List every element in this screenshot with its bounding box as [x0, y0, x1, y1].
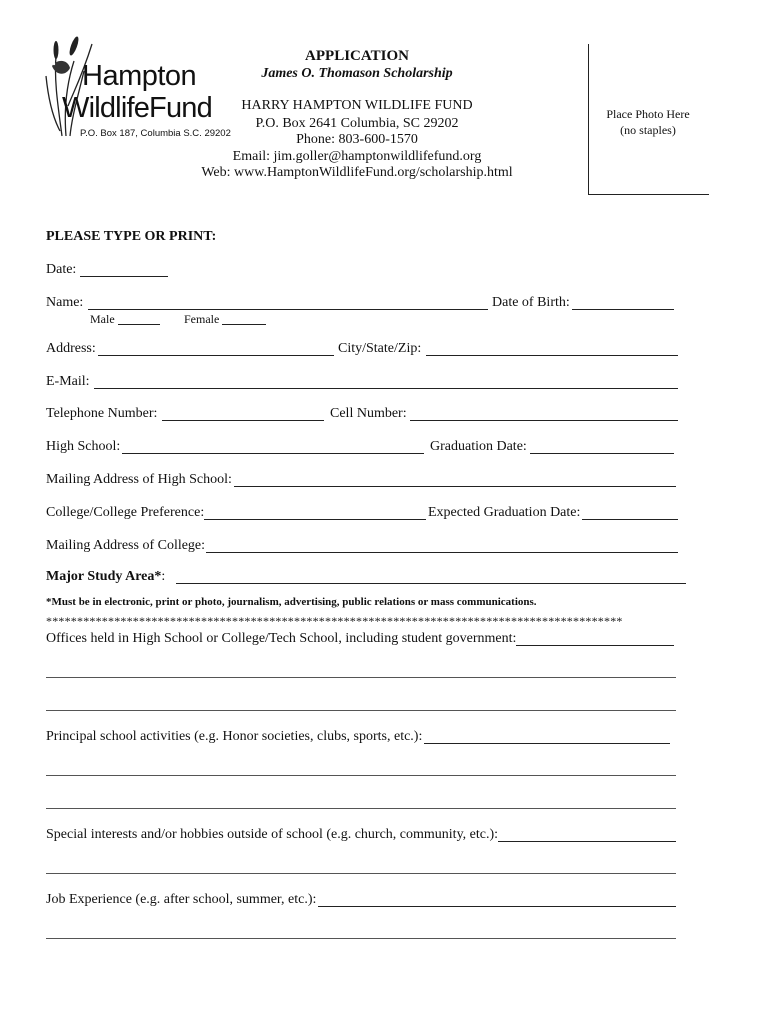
interests-label: Special interests and/or hobbies outside of school (e.g. church, community, etc.):	[46, 827, 499, 842]
cell-field[interactable]	[410, 420, 678, 421]
college-mailing-field[interactable]	[206, 552, 678, 553]
exp-grad-field[interactable]	[582, 519, 678, 520]
major-label-text: Major Study Area*	[46, 569, 162, 584]
telephone-label: Telephone Number:	[46, 406, 158, 421]
major-field[interactable]	[176, 583, 686, 584]
name-label: Name:	[46, 295, 84, 310]
date-field[interactable]	[80, 276, 168, 277]
address-label: Address:	[46, 341, 96, 356]
logo-address: P.O. Box 187, Columbia S.C. 29202	[80, 128, 231, 139]
major-colon: :	[161, 569, 166, 584]
photo-note: (no staples)	[620, 123, 676, 137]
name-field[interactable]	[88, 309, 488, 310]
page-title: APPLICATION	[305, 48, 409, 64]
male-label: Male	[90, 312, 115, 326]
activities-line-3[interactable]	[46, 808, 676, 809]
dob-field[interactable]	[572, 309, 674, 310]
college-pref-label: College/College Preference:	[46, 505, 205, 520]
activities-label: Principal school activities (e.g. Honor societies, clubs, sports, etc.):	[46, 729, 423, 744]
high-school-label: High School:	[46, 439, 121, 454]
college-mailing-label: Mailing Address of College:	[46, 538, 206, 553]
offices-line-3[interactable]	[46, 710, 676, 711]
exp-grad-label: Expected Graduation Date:	[428, 505, 581, 520]
logo-title-line2: WildlifeFund	[62, 92, 212, 124]
email-label: E-Mail:	[46, 374, 90, 389]
telephone-field[interactable]	[162, 420, 324, 421]
jobs-line-2[interactable]	[46, 938, 676, 939]
org-address: P.O. Box 2641 Columbia, SC 29202	[255, 116, 459, 131]
city-label: City/State/Zip:	[338, 341, 422, 356]
interests-field[interactable]	[498, 841, 676, 842]
female-label: Female	[184, 312, 220, 326]
grad-date-field[interactable]	[530, 453, 674, 454]
address-field[interactable]	[98, 355, 334, 356]
city-field[interactable]	[426, 355, 678, 356]
photo-label: Place Photo Here	[606, 107, 690, 121]
activities-field[interactable]	[424, 743, 670, 744]
org-web: Web: www.HamptonWildlifeFund.org/scholarship.html	[201, 165, 513, 180]
college-pref-field[interactable]	[204, 519, 426, 520]
jobs-label: Job Experience (e.g. after school, summer, etc.):	[46, 892, 317, 907]
hs-mailing-label: Mailing Address of High School:	[46, 472, 232, 487]
email-field[interactable]	[94, 388, 678, 389]
offices-line-2[interactable]	[46, 677, 676, 678]
major-note: *Must be in electronic, print or photo, journalism, advertising, public relations or mass communications.	[46, 596, 537, 608]
grad-date-label: Graduation Date:	[430, 439, 527, 454]
high-school-field[interactable]	[122, 453, 424, 454]
activities-line-2[interactable]	[46, 775, 676, 776]
org-email: Email: jim.goller@hamptonwildlifefund.org	[232, 149, 482, 164]
date-label: Date:	[46, 262, 77, 277]
dob-label: Date of Birth:	[492, 295, 570, 310]
photo-instructions	[588, 106, 708, 138]
cell-label: Cell Number:	[330, 406, 407, 421]
scholarship-name: James O. Thomason Scholarship	[261, 66, 453, 81]
female-field[interactable]	[222, 324, 266, 325]
logo-title-line1: Hampton	[82, 60, 197, 92]
interests-line-2[interactable]	[46, 873, 676, 874]
offices-label: Offices held in High School or College/Tech School, including student government:	[46, 631, 517, 646]
jobs-field[interactable]	[318, 906, 676, 907]
org-name: HARRY HAMPTON WILDLIFE FUND	[241, 98, 473, 113]
male-field[interactable]	[118, 324, 160, 325]
org-phone: Phone: 803-600-1570	[296, 132, 418, 147]
offices-field[interactable]	[516, 645, 674, 646]
section-divider: *********************************************************************************************	[46, 614, 623, 628]
hs-mailing-field[interactable]	[234, 486, 676, 487]
major-label	[46, 569, 165, 585]
instruction-heading: PLEASE TYPE OR PRINT:	[46, 229, 217, 244]
